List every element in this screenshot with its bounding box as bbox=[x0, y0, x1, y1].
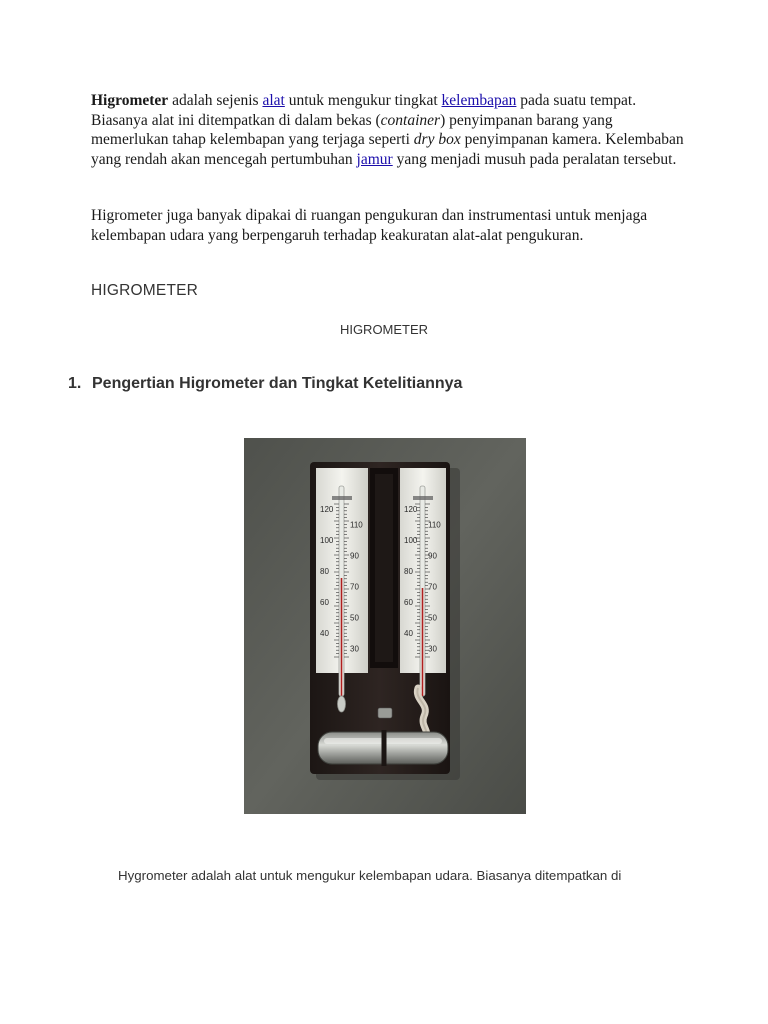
scale-label: 40 bbox=[404, 629, 413, 638]
link-alat[interactable]: alat bbox=[262, 92, 285, 109]
text-segment: untuk mengukur tingkat bbox=[284, 92, 442, 109]
text-segment: ) penyimpanan barang yang memerlukan tahap kelembapan yang terjaga seperti bbox=[91, 111, 613, 149]
scale-label: 70 bbox=[350, 582, 359, 592]
scale-label: 110 bbox=[428, 520, 441, 530]
scale-label: 40 bbox=[320, 629, 329, 638]
hygrometer-photo bbox=[244, 438, 526, 814]
scale-label: 90 bbox=[350, 551, 359, 561]
section-title: Pengertian Higrometer dan Tingkat Ketelitiannya bbox=[92, 375, 463, 392]
scale-label: 60 bbox=[320, 598, 329, 607]
link-kelembapan[interactable]: kelembapan bbox=[441, 92, 517, 109]
image-title-caption: HIGROMETER bbox=[339, 322, 429, 337]
section-number: 1. bbox=[68, 375, 82, 392]
scale-label: 60 bbox=[404, 598, 413, 607]
scale-label: 30 bbox=[350, 644, 359, 654]
scale-label: 30 bbox=[428, 644, 437, 654]
scale-label: 90 bbox=[428, 551, 437, 561]
scale-label: 120 bbox=[404, 505, 418, 514]
italic-container: container bbox=[380, 111, 441, 129]
text-segment: pada suatu tempat. Biasanya alat ini ditempatkan di dalam bekas ( bbox=[91, 92, 637, 129]
scale-label: 70 bbox=[428, 582, 437, 592]
scale-label: 100 bbox=[320, 536, 334, 545]
second-paragraph: Higrometer juga banyak dipakai di ruangan pengukuran dan instrumentasi untuk menjaga kelembapan udara yang berpengaruh terhadap keakuratan alat-alat pengukuran. bbox=[91, 207, 648, 244]
section-heading bbox=[68, 375, 462, 393]
scale-label: 100 bbox=[404, 536, 418, 545]
text-segment: adalah sejenis bbox=[168, 92, 263, 109]
scale-label: 80 bbox=[404, 567, 413, 576]
term-bold: Higrometer bbox=[91, 92, 169, 109]
bottom-caption: Hygrometer adalah alat untuk mengukur kelembapan udara. Biasanya ditempatkan di bbox=[118, 868, 622, 883]
scale-label: 120 bbox=[320, 505, 334, 514]
intro-paragraph bbox=[91, 91, 691, 169]
hygrometer-illustration bbox=[244, 438, 526, 814]
sub-heading: HIGROMETER bbox=[91, 282, 199, 299]
scale-label: 50 bbox=[428, 613, 437, 623]
text-segment: penyimpanan kamera. Kelembaban yang rendah akan mencegah pertumbuhan bbox=[91, 131, 684, 168]
link-jamur[interactable]: jamur bbox=[356, 150, 393, 168]
italic-dry-box: dry box bbox=[413, 131, 461, 149]
text-segment: yang menjadi musuh pada peralatan tersebut. bbox=[392, 150, 677, 168]
scale-label: 80 bbox=[320, 567, 329, 576]
scale-label: 110 bbox=[350, 520, 363, 530]
scale-label: 50 bbox=[350, 613, 359, 623]
